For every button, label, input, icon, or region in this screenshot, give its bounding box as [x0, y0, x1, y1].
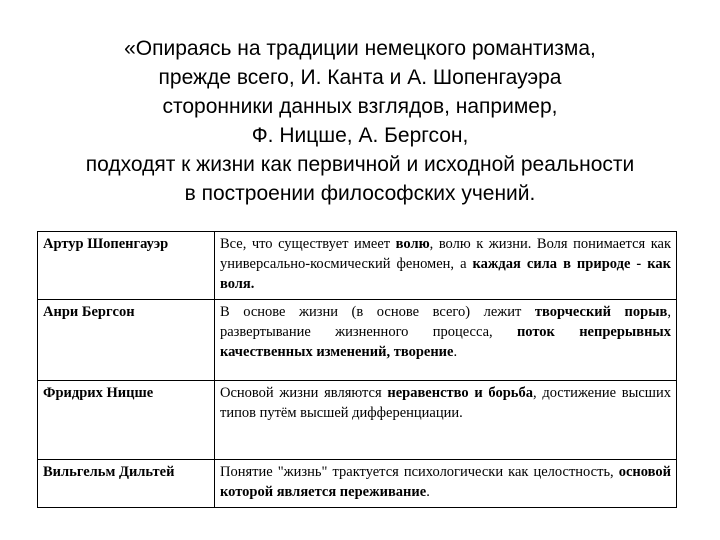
description-segment: Понятие "жизнь" трактуется психологически как целостность, [220, 464, 619, 480]
philosopher-description [215, 300, 677, 381]
philosophers-table [37, 231, 677, 508]
heading-line: подходят к жизни как первичной и исходной реальности [85, 153, 635, 176]
heading-line: сторонники данных взглядов, например, [162, 95, 558, 118]
philosopher-description [215, 460, 677, 508]
description-segment: Все, что существует имеет [220, 236, 396, 252]
table-row [38, 381, 677, 460]
philosopher-name: Артур Шопенгауэр [38, 232, 215, 300]
description-segment: . [426, 484, 430, 500]
description-segment: , волю к жизни. Воля понимается как универсально-космический феномен, а [220, 236, 671, 272]
philosopher-description [215, 381, 677, 460]
description-segment-bold: основой которой является переживание [220, 464, 671, 500]
heading-line: «Опираясь на традиции немецкого романтизма, [124, 37, 596, 60]
description-segment-bold: волю [395, 236, 430, 252]
description-segment-bold: поток непрерывных качественных изменений, творение [220, 324, 671, 360]
description-segment: Основой жизни являются [220, 385, 388, 401]
description-segment-bold: творческий порыв [534, 304, 668, 320]
quote-heading [10, 34, 710, 208]
description-segment: , достижение высших типов путём высшей дифференциации. [220, 385, 671, 421]
philosopher-name: Вильгельм Дильтей [38, 460, 215, 508]
description-segment-bold: каждая сила в природе - как воля. [220, 256, 671, 292]
heading-line: Ф. Ницше, А. Бергсон, [251, 124, 469, 147]
description-segment-bold: неравенство и борьба [387, 385, 533, 401]
table-row [38, 232, 677, 300]
table-row [38, 300, 677, 381]
philosopher-description [215, 232, 677, 300]
description-segment: В основе жизни (в основе всего) лежит [220, 304, 535, 320]
description-segment: . [453, 344, 458, 360]
heading-line: прежде всего, И. Канта и А. Шопенгауэра [158, 66, 562, 89]
philosopher-name: Анри Бергсон [38, 300, 215, 381]
table-row [38, 460, 677, 508]
philosopher-name: Фридрих Ницше [38, 381, 215, 460]
description-segment: , развертывание жизненного процесса, [220, 304, 671, 340]
heading-line: в построении философских учений. [184, 182, 536, 205]
